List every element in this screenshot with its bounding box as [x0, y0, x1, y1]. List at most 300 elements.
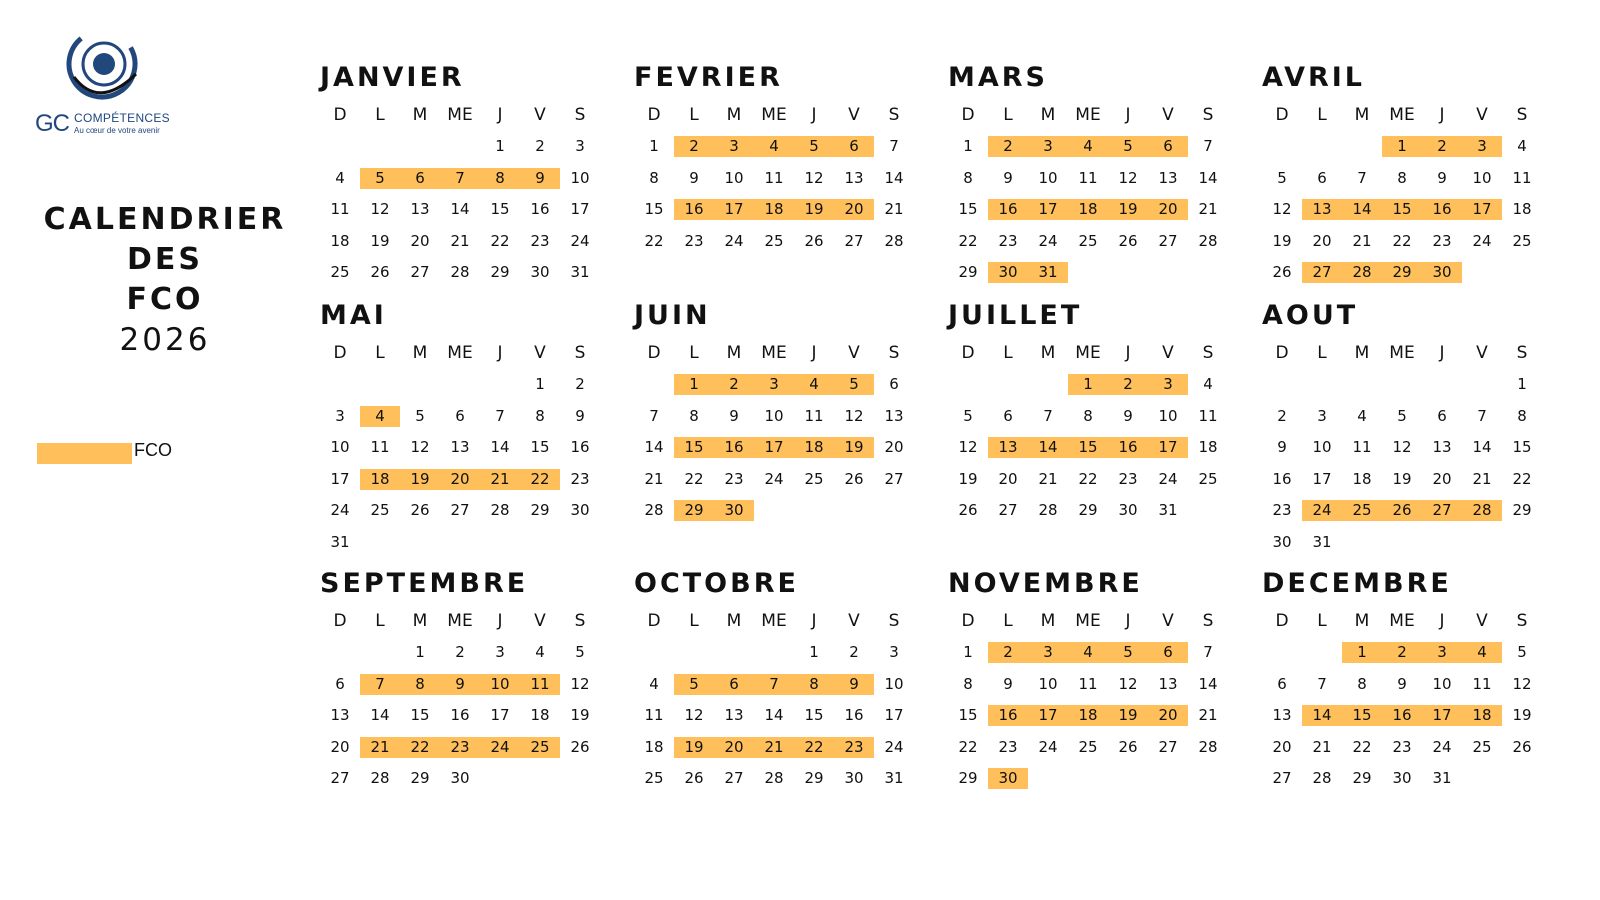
fco-day: 20: [1148, 199, 1188, 220]
day: 25: [1512, 231, 1532, 250]
day: 9: [1397, 674, 1407, 693]
day: 27: [884, 469, 904, 488]
empty-day: [794, 500, 834, 521]
day: 6: [335, 674, 345, 693]
day: 12: [1392, 438, 1412, 457]
empty-day: [480, 374, 520, 395]
fco-day: 19: [1108, 199, 1148, 220]
day: 21: [1038, 469, 1058, 488]
fco-day: 15: [1068, 437, 1108, 458]
day: 28: [644, 501, 664, 520]
day: 19: [370, 231, 390, 250]
week-row: [320, 637, 610, 669]
day: 31: [1312, 532, 1332, 551]
day: 11: [1472, 674, 1492, 693]
day: 16: [1272, 469, 1292, 488]
week-row: [320, 257, 610, 289]
month-name: SEPTEMBRE: [320, 568, 529, 599]
fco-day: 8: [480, 168, 520, 189]
empty-day: [1502, 262, 1542, 283]
fco-day: 4: [1068, 136, 1108, 157]
month-name: AVRIL: [1262, 62, 1366, 93]
month-juin: [634, 300, 924, 527]
fco-day: 6: [714, 674, 754, 695]
fco-day: 18: [1068, 199, 1108, 220]
weekday-label: S: [574, 343, 586, 363]
empty-day: [320, 374, 360, 395]
day: 6: [1003, 406, 1013, 425]
day: 21: [1198, 706, 1218, 725]
fco-day: 16: [1422, 199, 1462, 220]
day: 31: [330, 532, 350, 551]
day: 13: [1432, 438, 1452, 457]
weekday-label: J: [1439, 343, 1445, 363]
day: 30: [1392, 769, 1412, 788]
weekday-label: ME: [1389, 105, 1415, 125]
day: 2: [849, 643, 859, 662]
day: 27: [998, 501, 1018, 520]
empty-day: [874, 500, 914, 521]
weekday-label: M: [726, 611, 742, 631]
month-name: MAI: [320, 300, 387, 331]
month-name: JUIN: [634, 300, 711, 331]
empty-day: [1188, 500, 1228, 521]
week-row: [634, 432, 924, 464]
day: 9: [1123, 406, 1133, 425]
day: 7: [1357, 168, 1367, 187]
fco-day: 5: [674, 674, 714, 695]
day: 14: [1472, 438, 1492, 457]
day: 20: [330, 737, 350, 756]
empty-day: [1502, 768, 1542, 789]
legend-label: FCO: [134, 440, 172, 460]
month-name: AOUT: [1262, 300, 1359, 331]
fco-day: 19: [674, 737, 714, 758]
month-mars: [948, 62, 1238, 289]
weekday-label: L: [689, 343, 699, 363]
week-row: [1262, 700, 1552, 732]
day: 9: [1003, 674, 1013, 693]
day: 22: [644, 231, 664, 250]
month-name: NOVEMBRE: [948, 568, 1143, 599]
month-name: FEVRIER: [634, 62, 783, 93]
month-janvier: [320, 62, 610, 289]
fco-day: 15: [674, 437, 714, 458]
week-row: [320, 194, 610, 226]
weekday-label: ME: [1389, 343, 1415, 363]
week-row: [634, 464, 924, 496]
day: 18: [1352, 469, 1372, 488]
day: 31: [570, 263, 590, 282]
day: 20: [1312, 231, 1332, 250]
day: 26: [1272, 263, 1292, 282]
month-juillet: [948, 300, 1238, 527]
day: 31: [1158, 501, 1178, 520]
day: 1: [415, 643, 425, 662]
day: 15: [1512, 438, 1532, 457]
weekday-label: M: [726, 105, 742, 125]
week-row: [1262, 669, 1552, 701]
day: 2: [455, 643, 465, 662]
weekday-label: ME: [761, 105, 787, 125]
day: 24: [1038, 737, 1058, 756]
weekday-header: [948, 605, 1238, 637]
day: 5: [415, 406, 425, 425]
fco-day: 4: [754, 136, 794, 157]
day: 15: [644, 200, 664, 219]
day: 7: [649, 406, 659, 425]
day: 12: [844, 406, 864, 425]
day: 17: [1312, 469, 1332, 488]
day: 6: [889, 375, 899, 394]
weekday-label: V: [848, 611, 860, 631]
day: 28: [884, 231, 904, 250]
weekday-label: M: [1354, 343, 1370, 363]
day: 23: [530, 231, 550, 250]
day: 5: [963, 406, 973, 425]
empty-day: [1148, 262, 1188, 283]
day: 23: [724, 469, 744, 488]
empty-day: [440, 374, 480, 395]
day: 12: [1118, 674, 1138, 693]
day: 2: [575, 375, 585, 394]
weekday-label: J: [497, 611, 503, 631]
day: 6: [1277, 674, 1287, 693]
day: 25: [330, 263, 350, 282]
weekday-label: D: [647, 611, 661, 631]
day: 16: [450, 706, 470, 725]
fco-day: 6: [1148, 642, 1188, 663]
day: 21: [644, 469, 664, 488]
day: 29: [958, 263, 978, 282]
fco-day: 30: [1422, 262, 1462, 283]
day: 25: [370, 501, 390, 520]
empty-day: [1302, 642, 1342, 663]
day: 4: [535, 643, 545, 662]
weekday-label: ME: [1075, 343, 1101, 363]
day: 8: [963, 674, 973, 693]
week-row: [948, 763, 1238, 795]
weekday-label: L: [1003, 105, 1013, 125]
day: 22: [1392, 231, 1412, 250]
month-aout: [1262, 300, 1552, 558]
weekday-label: ME: [1389, 611, 1415, 631]
day: 23: [998, 737, 1018, 756]
day: 21: [1312, 737, 1332, 756]
fco-day: 17: [1148, 437, 1188, 458]
fco-day: 13: [988, 437, 1028, 458]
day: 11: [330, 200, 350, 219]
fco-day: 17: [1422, 705, 1462, 726]
week-row: [634, 163, 924, 195]
weekday-label: D: [1275, 611, 1289, 631]
fco-day: 7: [754, 674, 794, 695]
day: 26: [958, 501, 978, 520]
fco-day: 5: [360, 168, 400, 189]
weekday-label: M: [1040, 105, 1056, 125]
day: 29: [804, 769, 824, 788]
empty-day: [360, 374, 400, 395]
day: 27: [1158, 231, 1178, 250]
weekday-header: [320, 99, 610, 131]
day: 24: [1038, 231, 1058, 250]
day: 29: [1512, 501, 1532, 520]
day: 12: [1118, 168, 1138, 187]
day: 21: [1472, 469, 1492, 488]
day: 11: [644, 706, 664, 725]
weekday-label: D: [961, 343, 975, 363]
day: 8: [689, 406, 699, 425]
week-row: [634, 194, 924, 226]
fco-day: 27: [1302, 262, 1342, 283]
day: 15: [530, 438, 550, 457]
day: 12: [1512, 674, 1532, 693]
legend-swatch: [37, 443, 132, 464]
weekday-label: L: [1317, 105, 1327, 125]
week-row: [320, 527, 610, 559]
fco-day: 7: [360, 674, 400, 695]
day: 1: [535, 375, 545, 394]
day: 21: [1198, 200, 1218, 219]
fco-day: 2: [1422, 136, 1462, 157]
empty-day: [754, 500, 794, 521]
weekday-label: S: [1202, 343, 1214, 363]
fco-day: 18: [360, 469, 400, 490]
day: 17: [330, 469, 350, 488]
day: 27: [844, 231, 864, 250]
day: 10: [764, 406, 784, 425]
day: 6: [1317, 168, 1327, 187]
day: 5: [575, 643, 585, 662]
fco-day: 16: [988, 705, 1028, 726]
empty-day: [1108, 262, 1148, 283]
weekday-label: V: [1162, 105, 1174, 125]
fco-day: 7: [440, 168, 480, 189]
day: 14: [764, 706, 784, 725]
day: 1: [495, 137, 505, 156]
fco-day: 3: [754, 374, 794, 395]
empty-day: [360, 642, 400, 663]
weekday-label: S: [1516, 611, 1528, 631]
day: 25: [804, 469, 824, 488]
fco-day: 30: [988, 768, 1028, 789]
day: 30: [1272, 532, 1292, 551]
day: 29: [1352, 769, 1372, 788]
empty-day: [560, 532, 600, 553]
fco-day: 5: [1108, 136, 1148, 157]
weekday-header: [634, 337, 924, 369]
day: 25: [1078, 231, 1098, 250]
weekday-label: ME: [761, 343, 787, 363]
day: 11: [1352, 438, 1372, 457]
day: 22: [1078, 469, 1098, 488]
month-name: JUILLET: [948, 300, 1083, 331]
weekday-label: M: [1354, 105, 1370, 125]
month-name: OCTOBRE: [634, 568, 799, 599]
fco-day: 3: [1422, 642, 1462, 663]
fco-day: 21: [360, 737, 400, 758]
day: 12: [570, 674, 590, 693]
week-row: [1262, 464, 1552, 496]
weekday-label: ME: [1075, 105, 1101, 125]
day: 28: [764, 769, 784, 788]
weekday-label: D: [333, 611, 347, 631]
day: 20: [1272, 737, 1292, 756]
day: 13: [330, 706, 350, 725]
day: 27: [330, 769, 350, 788]
fco-day: 24: [480, 737, 520, 758]
day: 10: [1038, 168, 1058, 187]
weekday-label: D: [961, 105, 975, 125]
fco-day: 16: [1108, 437, 1148, 458]
day: 22: [684, 469, 704, 488]
day: 30: [450, 769, 470, 788]
week-row: [320, 432, 610, 464]
day: 10: [724, 168, 744, 187]
fco-day: 14: [1028, 437, 1068, 458]
empty-day: [1502, 532, 1542, 553]
day: 13: [884, 406, 904, 425]
fco-day: 1: [1342, 642, 1382, 663]
fco-day: 26: [1382, 500, 1422, 521]
day: 12: [410, 438, 430, 457]
day: 8: [1517, 406, 1527, 425]
weekday-label: S: [1516, 105, 1528, 125]
weekday-header: [634, 605, 924, 637]
empty-day: [634, 642, 674, 663]
day: 1: [963, 643, 973, 662]
empty-day: [634, 374, 674, 395]
weekday-label: D: [333, 105, 347, 125]
weekday-label: J: [1439, 611, 1445, 631]
day: 23: [1118, 469, 1138, 488]
weekday-label: M: [1040, 343, 1056, 363]
day: 12: [1272, 200, 1292, 219]
day: 3: [575, 137, 585, 156]
day: 18: [1512, 200, 1532, 219]
fco-day: 30: [988, 262, 1028, 283]
fco-day: 3: [1148, 374, 1188, 395]
week-row: [1262, 226, 1552, 258]
day: 13: [1158, 674, 1178, 693]
day: 24: [884, 737, 904, 756]
weekday-label: M: [1354, 611, 1370, 631]
fco-day: 5: [794, 136, 834, 157]
empty-day: [714, 642, 754, 663]
week-row: [320, 226, 610, 258]
fco-day: 10: [480, 674, 520, 695]
fco-day: 22: [520, 469, 560, 490]
weekday-label: J: [811, 343, 817, 363]
week-row: [948, 369, 1238, 401]
day: 20: [998, 469, 1018, 488]
week-row: [948, 700, 1238, 732]
weekday-header: [320, 605, 610, 637]
day: 27: [724, 769, 744, 788]
day: 4: [649, 674, 659, 693]
day: 24: [570, 231, 590, 250]
day: 4: [1517, 137, 1527, 156]
weekday-label: ME: [447, 611, 473, 631]
day: 4: [335, 168, 345, 187]
day: 3: [495, 643, 505, 662]
day: 11: [1198, 406, 1218, 425]
day: 14: [370, 706, 390, 725]
fco-day: 14: [1342, 199, 1382, 220]
fco-day: 8: [400, 674, 440, 695]
weekday-label: ME: [761, 611, 787, 631]
empty-day: [1462, 262, 1502, 283]
day: 11: [1078, 168, 1098, 187]
empty-day: [1422, 374, 1462, 395]
weekday-label: J: [1125, 611, 1131, 631]
company-logo: [30, 22, 180, 142]
fco-day: 14: [1302, 705, 1342, 726]
empty-day: [400, 374, 440, 395]
day: 14: [644, 438, 664, 457]
day: 11: [370, 438, 390, 457]
fco-day: 16: [1382, 705, 1422, 726]
day: 17: [884, 706, 904, 725]
month-octobre: [634, 568, 924, 795]
day: 28: [1038, 501, 1058, 520]
day: 7: [1043, 406, 1053, 425]
day: 1: [1517, 375, 1527, 394]
fco-day: 29: [674, 500, 714, 521]
fco-day: 30: [714, 500, 754, 521]
fco-day: 21: [754, 737, 794, 758]
day: 26: [684, 769, 704, 788]
empty-day: [1342, 136, 1382, 157]
day: 19: [958, 469, 978, 488]
weekday-label: V: [1476, 343, 1488, 363]
day: 2: [1277, 406, 1287, 425]
empty-day: [1068, 768, 1108, 789]
week-row: [948, 131, 1238, 163]
day: 29: [530, 501, 550, 520]
empty-day: [1262, 136, 1302, 157]
month-name: JANVIER: [320, 62, 465, 93]
fco-day: 20: [714, 737, 754, 758]
title-line-2: FCO: [126, 282, 204, 317]
weekday-label: L: [689, 611, 699, 631]
day: 9: [1437, 168, 1447, 187]
fco-day: 27: [1422, 500, 1462, 521]
fco-day: 22: [400, 737, 440, 758]
fco-day: 31: [1028, 262, 1068, 283]
day: 30: [844, 769, 864, 788]
fco-day: 3: [1028, 642, 1068, 663]
week-row: [948, 163, 1238, 195]
fco-day: 5: [1108, 642, 1148, 663]
week-row: [320, 732, 610, 764]
weekday-label: J: [811, 611, 817, 631]
weekday-label: V: [848, 343, 860, 363]
fco-day: 20: [440, 469, 480, 490]
day: 24: [1158, 469, 1178, 488]
empty-day: [1068, 262, 1108, 283]
day: 29: [958, 769, 978, 788]
day: 23: [1432, 231, 1452, 250]
day: 24: [724, 231, 744, 250]
week-row: [1262, 401, 1552, 433]
day: 25: [764, 231, 784, 250]
fco-day: 17: [1462, 199, 1502, 220]
weekday-label: J: [811, 105, 817, 125]
week-row: [634, 732, 924, 764]
fco-day: 24: [1302, 500, 1342, 521]
fco-day: 17: [1028, 199, 1068, 220]
